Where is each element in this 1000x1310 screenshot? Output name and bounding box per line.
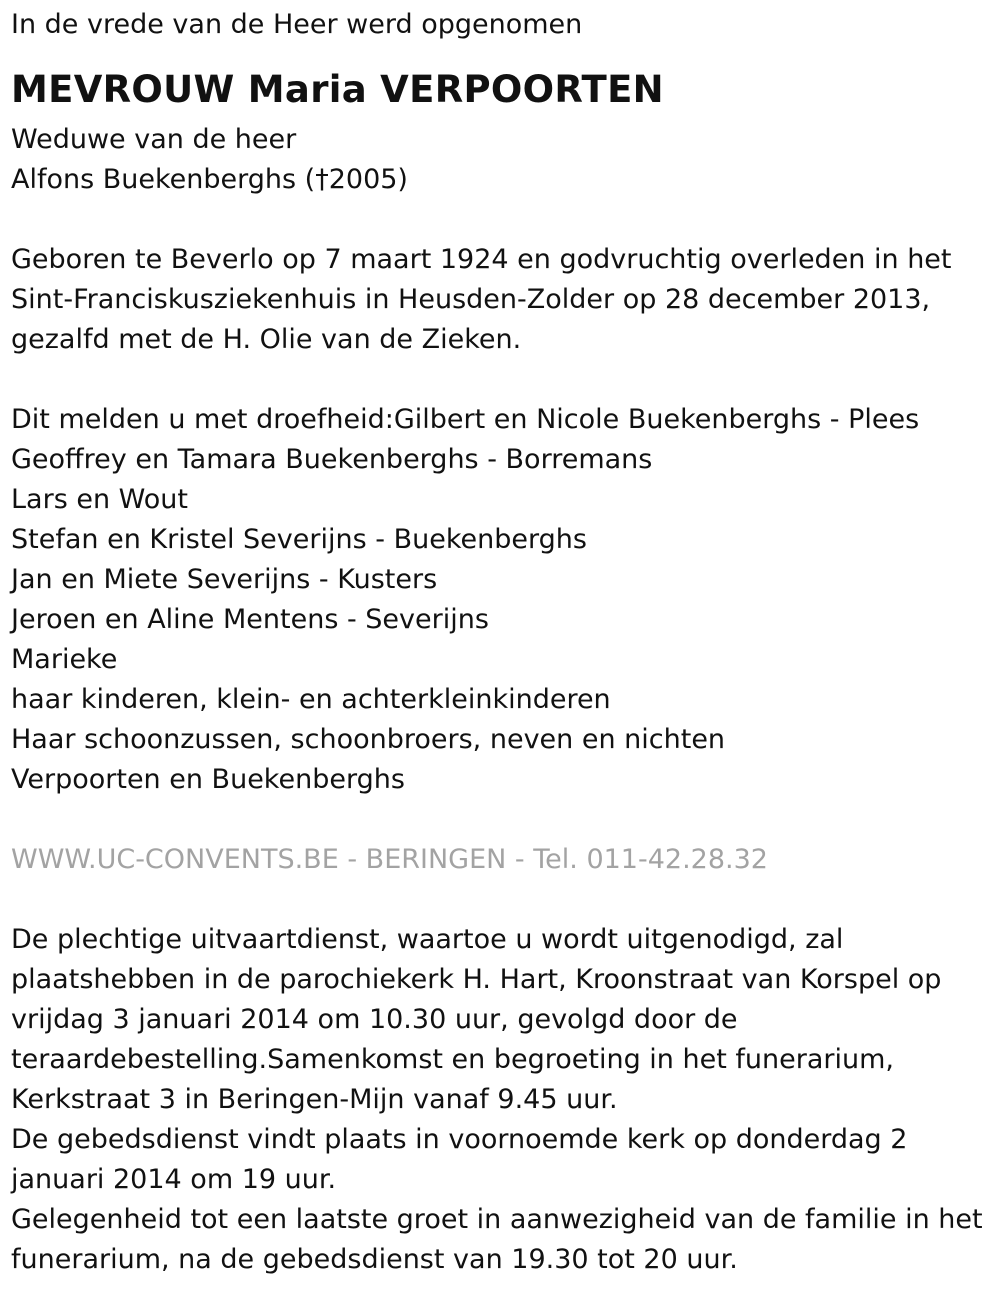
service-line: funerarium, na de gebedsdienst van 19.30 tot 20 uur. (11, 1244, 738, 1275)
mourner-line: Haar schoonzussen, schoonbroers, neven en nichten (11, 724, 726, 755)
service-line: Kerkstraat 3 in Beringen-Mijn vanaf 9.45 uur. (11, 1084, 618, 1115)
service-line: Gelegenheid tot een laatste groet in aanwezigheid van de familie in het (11, 1204, 983, 1235)
mourner-line: Marieke (11, 644, 118, 675)
spouse-name-line: Alfons Buekenberghs (†2005) (11, 164, 408, 195)
spacer (11, 800, 986, 840)
spacer (11, 880, 986, 920)
birth-death-line: Geboren te Beverlo op 7 maart 1924 en godvruchtig overleden in het (11, 244, 952, 275)
mourner-line: Geoffrey en Tamara Buekenberghs - Borremans (11, 444, 653, 475)
service-line: De plechtige uitvaartdienst, waartoe u wordt uitgenodigd, zal (11, 924, 844, 955)
service-line: teraardebestelling.Samenkomst en begroeting in het funerarium, (11, 1044, 894, 1075)
service-line: plaatshebben in de parochiekerk H. Hart, Kroonstraat van Korspel op (11, 964, 942, 995)
deceased-name: MEVROUW Maria VERPOORTEN (11, 68, 664, 111)
mourner-line: Dit melden u met droefheid:Gilbert en Nicole Buekenberghs - Plees (11, 404, 920, 435)
spouse-line: Weduwe van de heer (11, 124, 297, 155)
service-line: vrijdag 3 januari 2014 om 10.30 uur, gevolgd door de (11, 1004, 738, 1035)
mourner-line: Jan en Miete Severijns - Kusters (11, 564, 438, 595)
mourners-block (11, 400, 986, 800)
mourner-line: Lars en Wout (11, 484, 188, 515)
birth-death-line: gezalfd met de H. Olie van de Zieken. (11, 324, 522, 355)
spouse-block (11, 120, 986, 200)
birth-death-block (11, 240, 986, 360)
mourner-line: Jeroen en Aline Mentens - Severijns (11, 604, 489, 635)
mourner-line: Verpoorten en Buekenberghs (11, 764, 405, 795)
mourner-line: Stefan en Kristel Severijns - Buekenberghs (11, 524, 587, 555)
service-block (11, 920, 986, 1280)
mourner-line: haar kinderen, klein- en achterkleinkinderen (11, 684, 611, 715)
birth-death-line: Sint-Franciskusziekenhuis in Heusden-Zolder op 28 december 2013, (11, 284, 931, 315)
intro-text: In de vrede van de Heer werd opgenomen (11, 9, 583, 40)
spacer (11, 360, 986, 400)
service-line: januari 2014 om 19 uur. (11, 1164, 337, 1195)
funeral-home-contact: WWW.UC-CONVENTS.BE - BERINGEN - Tel. 011-42.28.32 (11, 844, 768, 875)
service-line: De gebedsdienst vindt plaats in voornoemde kerk op donderdag 2 (11, 1124, 908, 1155)
spacer (11, 200, 986, 240)
obituary-notice (11, 0, 986, 1280)
